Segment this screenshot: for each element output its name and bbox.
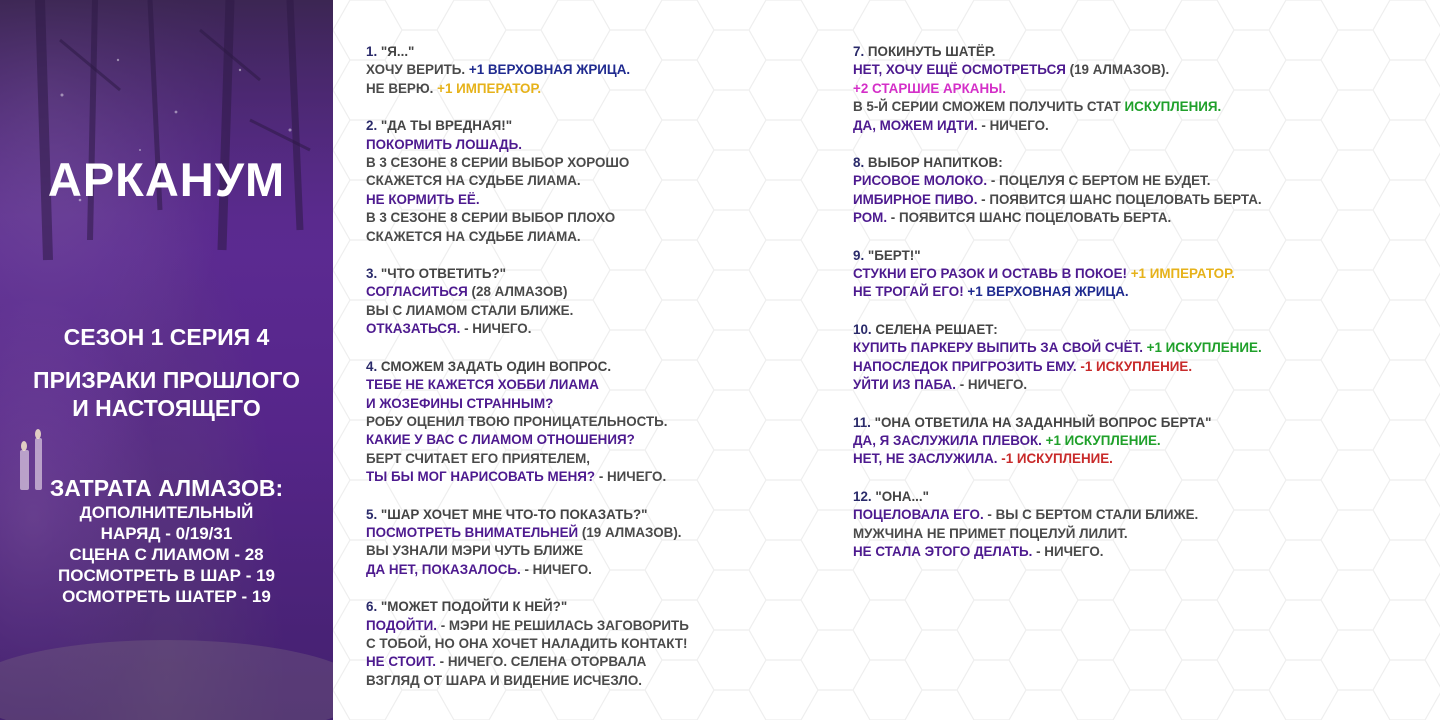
episode-title [0, 366, 333, 422]
choice-option: СОГЛАСИТЬСЯ [366, 284, 468, 300]
choice-6 [366, 598, 806, 690]
forest-background [0, 0, 333, 720]
choices-panel [333, 0, 1440, 720]
choice-result: СКАЖЕТСЯ НА СУДЬБЕ ЛИАМА. [366, 173, 581, 189]
choice-7 [853, 43, 1293, 135]
choice-result: - НИЧЕГО. [464, 321, 532, 337]
choice-title: "ШАР ХОЧЕТ МНЕ ЧТО-ТО ПОКАЗАТЬ?" [380, 506, 648, 522]
choice-title: "ОНА..." [875, 488, 929, 504]
stat-bonus: ИСКУПЛЕНИЯ. [1124, 99, 1222, 115]
choice-result: БЕРТ СЧИТАЕТ ЕГО ПРИЯТЕЛЕМ, [366, 450, 591, 466]
choice-option: НЕ КОРМИТЬ ЕЁ. [366, 191, 480, 207]
choice-option: КАКИЕ У ВАС С ЛИАМОМ ОТНОШЕНИЯ? [366, 432, 635, 448]
choice-option: И ЖОЗЕФИНЫ СТРАННЫМ? [366, 395, 554, 411]
left-panel [0, 0, 333, 720]
choice-12 [853, 488, 1293, 562]
choice-1 [366, 43, 806, 98]
stat-bonus: +1 ИСКУПЛЕНИЕ. [1146, 340, 1262, 356]
choice-title: "БЕРТ!" [867, 247, 921, 263]
choice-option: КУПИТЬ ПАРКЕРУ ВЫПИТЬ ЗА СВОЙ СЧЁТ. [853, 340, 1143, 356]
choice-4 [366, 358, 806, 487]
choice-option: ПОКОРМИТЬ ЛОШАДЬ. [366, 136, 523, 152]
season-episode: СЕЗОН 1 СЕРИЯ 4 [63, 324, 270, 350]
choice-number: 1. [366, 44, 378, 59]
choice-option: НАПОСЛЕДОК ПРИГРОЗИТЬ ЕМУ. [853, 358, 1077, 374]
choice-number: 4. [366, 358, 378, 374]
diamond-cost-list [0, 502, 333, 607]
choice-number: 7. [853, 44, 865, 59]
stat-bonus: +2 СТАРШИЕ АРКАНЫ. [853, 80, 1006, 96]
choice-result: РОБУ ОЦЕНИЛ ТВОЮ ПРОНИЦАТЕЛЬНОСТЬ. [366, 413, 668, 429]
choice-option: ИМБИРНОЕ ПИВО. [853, 191, 978, 207]
choice-title: ПОКИНУТЬ ШАТЁР. [867, 44, 996, 59]
choice-option: ОТКАЗАТЬСЯ. [366, 321, 461, 337]
diamond-cost: (19 АЛМАЗОВ). [1069, 62, 1170, 78]
choice-option: ПОДОЙТИ. [366, 617, 437, 633]
choice-result: В 5-Й СЕРИИ СМОЖЕМ ПОЛУЧИТЬ СТАТ [853, 99, 1121, 115]
choice-result: МУЖЧИНА НЕ ПРИМЕТ ПОЦЕЛУЙ ЛИЛИТ. [853, 525, 1128, 541]
choice-result: - НИЧЕГО. [1036, 543, 1104, 559]
choice-result: - ПОЯВИТСЯ ШАНС ПОЦЕЛОВАТЬ БЕРТА. [890, 210, 1172, 226]
choices-column-right [853, 43, 1293, 580]
stat-bonus: +1 ИМПЕРАТОР. [1130, 266, 1235, 282]
choice-option: НЕ ТРОГАЙ ЕГО! [853, 284, 964, 300]
stat-penalty: -1 ИСКУПЛЕНИЕ. [1001, 451, 1113, 467]
choice-option: НЕ СТОИТ. [366, 654, 436, 670]
choice-number: 8. [853, 155, 865, 171]
choice-result: ВЗГЛЯД ОТ ШАРА И ВИДЕНИЕ ИСЧЕЗЛО. [366, 672, 642, 688]
episode-title-line: И НАСТОЯЩЕГО [72, 395, 261, 421]
choice-result: - МЭРИ НЕ РЕШИЛАСЬ ЗАГОВОРИТЬ [440, 617, 689, 633]
choice-option: НЕ СТАЛА ЭТОГО ДЕЛАТЬ. [853, 543, 1033, 559]
choice-result: С ТОБОЙ, НО ОНА ХОЧЕТ НАЛАДИТЬ КОНТАКТ! [366, 635, 688, 651]
stat-bonus: +1 ВЕРХОВНАЯ ЖРИЦА. [468, 62, 631, 78]
choice-result: - НИЧЕГО. [524, 561, 592, 577]
stat-penalty: -1 ИСКУПЛЕНИЕ. [1080, 358, 1193, 374]
stat-bonus: +1 ИСКУПЛЕНИЕ. [1045, 432, 1161, 448]
choice-number: 3. [366, 266, 378, 282]
choice-option: РОМ. [853, 210, 888, 226]
choice-option: СТУКНИ ЕГО РАЗОК И ОСТАВЬ В ПОКОЕ! [853, 266, 1127, 282]
stat-bonus: +1 ИМПЕРАТОР. [437, 80, 542, 96]
choice-result: - НИЧЕГО. [981, 117, 1049, 133]
cost-item: СЦЕНА С ЛИАМОМ - 28 [69, 545, 264, 564]
choice-result: - НИЧЕГО. СЕЛЕНА ОТОРВАЛА [439, 654, 647, 670]
choice-title: "ЧТО ОТВЕТИТЬ?" [380, 266, 506, 282]
choice-number: 5. [366, 506, 378, 522]
diamond-cost: (28 АЛМАЗОВ) [471, 284, 568, 300]
choice-option: НЕТ, ХОЧУ ЕЩЁ ОСМОТРЕТЬСЯ [853, 62, 1066, 78]
choice-10 [853, 321, 1293, 395]
choice-option: ТЫ БЫ МОГ НАРИСОВАТЬ МЕНЯ? [366, 469, 596, 485]
cost-item: НАРЯД - 0/19/31 [100, 524, 233, 543]
choice-title: ВЫБОР НАПИТКОВ: [867, 155, 1003, 171]
choice-11 [853, 414, 1293, 469]
choice-result: ВЫ УЗНАЛИ МЭРИ ЧУТЬ БЛИЖЕ [366, 543, 584, 559]
choice-option: РИСОВОЕ МОЛОКО. [853, 173, 988, 189]
choice-3 [366, 265, 806, 339]
choice-8 [853, 154, 1293, 228]
choice-option: ПОСМОТРЕТЬ ВНИМАТЕЛЬНЕЙ [366, 524, 579, 540]
choice-option: НЕ ВЕРЮ. [366, 80, 434, 96]
choice-title: "Я..." [380, 44, 415, 59]
diamond-cost: (19 АЛМАЗОВ). [581, 524, 682, 540]
choice-number: 2. [366, 118, 378, 134]
game-logo: АРКАНУМ [47, 153, 286, 206]
choice-result: В 3 СЕЗОНЕ 8 СЕРИИ ВЫБОР ХОРОШО [366, 155, 630, 171]
diamond-cost-title: ЗАТРАТА АЛМАЗОВ: [49, 475, 284, 501]
choice-9 [853, 247, 1293, 302]
choice-title: "МОЖЕТ ПОДОЙТИ К НЕЙ?" [380, 599, 568, 615]
stat-bonus: +1 ВЕРХОВНАЯ ЖРИЦА. [967, 284, 1129, 300]
choice-title: СЕЛЕНА РЕШАЕТ: [875, 321, 998, 337]
choice-option: ХОЧУ ВЕРИТЬ. [366, 62, 466, 78]
choice-result: В 3 СЕЗОНЕ 8 СЕРИИ ВЫБОР ПЛОХО [366, 210, 616, 226]
choice-option: ДА НЕТ, ПОКАЗАЛОСЬ. [366, 561, 521, 577]
choice-result: - ПОЦЕЛУЯ С БЕРТОМ НЕ БУДЕТ. [990, 173, 1211, 189]
choice-result: - НИЧЕГО. [959, 377, 1028, 393]
choice-title: СМОЖЕМ ЗАДАТЬ ОДИН ВОПРОС. [380, 358, 612, 374]
cost-item: ПОСМОТРЕТЬ В ШАР - 19 [58, 566, 275, 585]
choice-number: 11. [853, 414, 871, 430]
choice-number: 10. [853, 321, 872, 337]
choice-2 [366, 117, 806, 246]
choice-option: УЙТИ ИЗ ПАБА. [853, 377, 957, 393]
choice-result: ВЫ С ЛИАМОМ СТАЛИ БЛИЖЕ. [366, 302, 574, 318]
episode-title-line: ПРИЗРАКИ ПРОШЛОГО [33, 367, 300, 393]
choice-number: 6. [366, 599, 378, 615]
choice-result: - ПОЯВИТСЯ ШАНС ПОЦЕЛОВАТЬ БЕРТА. [981, 191, 1262, 207]
choice-5 [366, 506, 806, 580]
choice-result: - ВЫ С БЕРТОМ СТАЛИ БЛИЖЕ. [987, 507, 1199, 523]
choices-column-left [366, 43, 806, 709]
choice-option: НЕТ, НЕ ЗАСЛУЖИЛА. [853, 451, 998, 467]
choice-option: ДА, МОЖЕМ ИДТИ. [853, 117, 978, 133]
choice-option: ДА, Я ЗАСЛУЖИЛА ПЛЕВОК. [853, 432, 1042, 448]
choice-result: СКАЖЕТСЯ НА СУДЬБЕ ЛИАМА. [366, 228, 581, 244]
cost-item: ОСМОТРЕТЬ ШАТЕР - 19 [62, 587, 271, 606]
choice-title: "ОНА ОТВЕТИЛА НА ЗАДАННЫЙ ВОПРОС БЕРТА" [874, 414, 1212, 430]
choice-result: - НИЧЕГО. [598, 469, 667, 485]
choice-option: ПОЦЕЛОВАЛА ЕГО. [853, 507, 984, 523]
choice-number: 12. [853, 488, 872, 504]
choice-title: "ДА ТЫ ВРЕДНАЯ!" [380, 118, 513, 134]
cost-item: ДОПОЛНИТЕЛЬНЫЙ [79, 503, 254, 522]
choice-option: ТЕБЕ НЕ КАЖЕТСЯ ХОББИ ЛИАМА [366, 377, 599, 393]
choice-number: 9. [853, 247, 865, 263]
